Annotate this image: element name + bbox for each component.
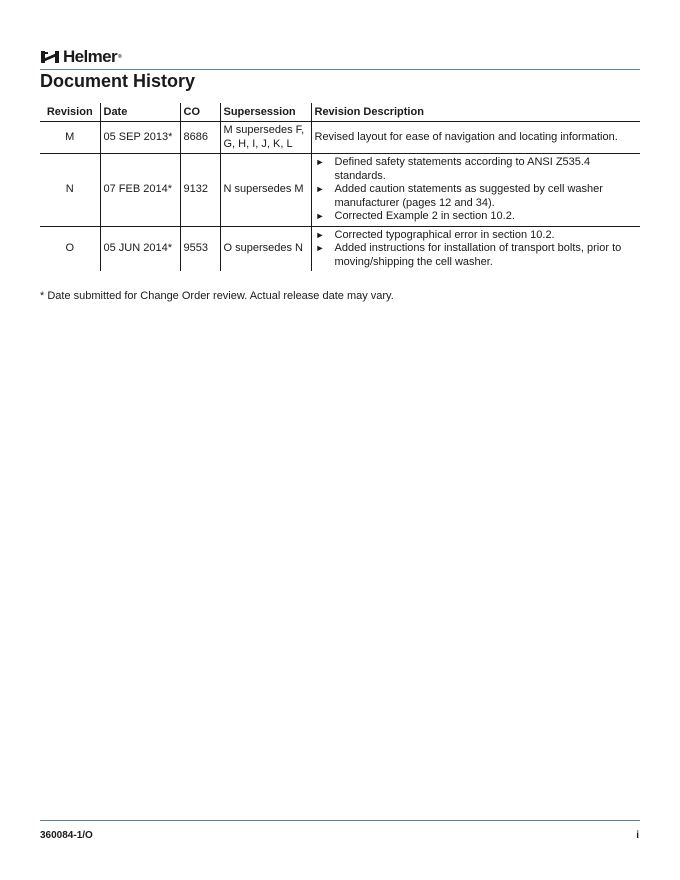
table-header-row xyxy=(40,103,640,122)
description-cell xyxy=(311,226,640,271)
co-cell: 8686 xyxy=(180,122,220,154)
table-row xyxy=(40,226,640,271)
helmer-h-icon xyxy=(40,50,60,64)
revision-cell: N xyxy=(40,154,100,227)
document-number: 360084-1/O xyxy=(40,830,93,841)
co-cell: 9553 xyxy=(180,226,220,271)
column-header-co: CO xyxy=(180,103,220,122)
column-header-revision: Revision xyxy=(40,103,100,122)
bullet-item: ► Added caution statements as suggested by cell washer manufacturer (pages 12 and 34). xyxy=(315,183,638,210)
bullet-list xyxy=(315,156,638,224)
footer-rule xyxy=(40,820,640,821)
bullet-item: ► Added instructions for installation of transport bolts, prior to moving/shipping the cell washer. xyxy=(315,242,638,269)
column-header-revision-description: Revision Description xyxy=(311,103,640,122)
description-cell xyxy=(311,154,640,227)
description-cell: Revised layout for ease of navigation and locating information. xyxy=(311,122,640,154)
page-title: Document History xyxy=(40,71,196,91)
bullet-item: ► Defined safety statements according to ANSI Z535.4 standards. xyxy=(315,156,638,183)
helmer-logo xyxy=(40,48,121,66)
bullet-item: ► Corrected typographical error in section 10.2. xyxy=(315,229,638,243)
date-cell: 07 FEB 2014* xyxy=(100,154,180,227)
revision-cell: O xyxy=(65,242,75,254)
page-number: i xyxy=(636,830,639,841)
bullet-item: ► Corrected Example 2 in section 10.2. xyxy=(315,210,638,224)
co-cell: 9132 xyxy=(180,154,220,227)
supersession-cell: M supersedes F, G, H, I, J, K, L xyxy=(220,122,311,154)
bullet-list xyxy=(315,229,638,270)
table-row xyxy=(40,154,640,227)
supersession-cell: N supersedes M xyxy=(220,154,311,227)
table-row xyxy=(40,122,640,154)
footnote: * Date submitted for Change Order review. Actual release date may vary. xyxy=(40,290,394,302)
date-cell: 05 SEP 2013* xyxy=(100,122,180,154)
revision-cell: M xyxy=(40,122,100,154)
column-header-date: Date xyxy=(100,103,180,122)
column-header-supersession: Supersession xyxy=(220,103,311,122)
logo-text: Helmer® xyxy=(63,47,122,66)
supersession-cell: O supersedes N xyxy=(220,226,311,271)
revision-history-table xyxy=(40,103,640,271)
date-cell: 05 JUN 2014* xyxy=(100,226,180,271)
logo-trademark: ® xyxy=(118,54,122,60)
